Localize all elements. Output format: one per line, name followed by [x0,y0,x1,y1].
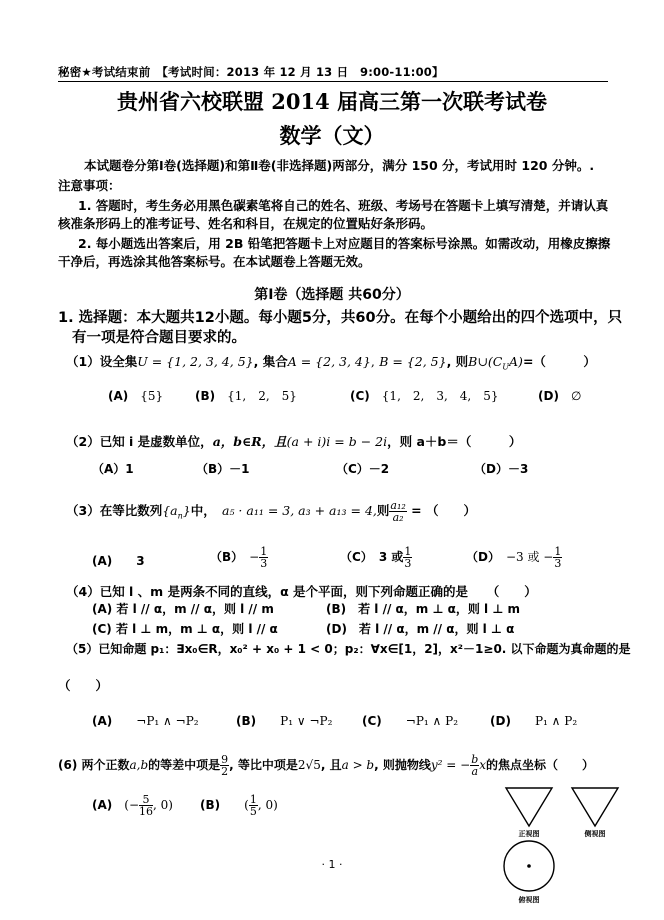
q3-text-1: （3）在等比数列 [66,503,163,518]
question-3 [66,500,476,523]
q1-comma: , [370,354,375,369]
q5-option-a [92,712,199,729]
q6-option-a [92,794,173,817]
q3-option-d-pre: −3 或 − [505,550,554,564]
q1-set-b: B = {2, 5} [379,354,447,369]
q3-frac-den: a₂ [392,511,404,524]
q5-option-b [236,712,332,729]
exam-header: 秘密★考试结束前 【考试时间：2013 年 12 月 13 日 9:00-11:00】 [58,65,444,79]
q1-prefix: （1）设全集 [66,354,138,369]
q2-option-a: （A）1 [92,462,134,476]
q5-option-c [362,712,458,729]
q2-option-d: （D）－3 [474,462,529,476]
q5-option-d-value: P₁ ∧ P₂ [534,714,578,728]
intro-text: 本试题卷分第Ⅰ卷(选择题)和第Ⅱ卷(非选择题)两部分，满分 150 分，考试用时 120 分钟。. [84,158,595,173]
q6-option-a-pre: (− [124,798,140,812]
q6-option-b-fraction [249,794,258,817]
q1-option-a-value: {5} [140,389,164,403]
q6-option-b-post: , 0) [257,798,278,812]
q1-option-b-value: {1, 2, 5} [227,389,297,403]
q4-option-b: (B) 若 l // α，m ⊥ α，则 l ⊥ m [326,602,520,616]
q3-option-d-fraction [553,546,562,569]
question-5: （5）已知命题 p₁：∃x₀∈R，x₀² + x₀ + 1 < 0；p₂：∀x∈[1，2]，x²－1≥0. 以下命题为真命题的是 [66,642,631,656]
q1-option-d [538,387,581,404]
page-number: · 1 · [321,858,343,871]
q6-text-1: (6) 两个正数 [58,758,130,772]
q6-option-b-den: 5 [249,805,257,818]
q6-mean-den: 2 [221,765,229,778]
q6-parabola-x: x [479,758,487,772]
q3-suffix: = （ ） [411,503,476,518]
q6-option-a-den: 16 [139,805,154,818]
q1-option-c-label: (C) [350,389,370,403]
q6-text-6: 的焦点坐标（ ） [486,758,595,772]
q6-option-b-label: (B) [200,798,221,812]
q3-option-d [466,546,562,569]
q2-text-2: ，则 a＋b＝（ ） [387,434,522,449]
q3-seq-end: } [182,503,191,518]
q6-parabola-den: a [471,765,478,778]
q1-option-c-value: {1, 2, 3, 4, 5} [381,389,499,403]
q3-frac-num: a₁₂ [390,499,406,512]
q6-text-3: , 等比中项是 [229,758,298,772]
q3-option-c-fraction [403,546,412,569]
q1-option-d-value: ∅ [570,389,582,403]
question-1 [66,352,596,372]
q6-parabola: y² = − [430,758,471,772]
q1-expr-2: A) [509,354,523,369]
q5-option-d [490,712,577,729]
notes-heading: 注意事项： [58,178,121,193]
side-view-label: 侧视图 [584,830,606,838]
q5-option-b-label: (B) [236,714,257,728]
q3-text-2: 中， [190,503,210,518]
q3-option-c [340,546,412,569]
q3-option-c-pre: 3 或 [378,550,404,564]
q1-expr-sub: U [502,362,510,372]
q1-option-a [108,387,163,404]
q6-text-5: , 则抛物线 [374,758,431,772]
q1-expr: B∪(C [468,354,503,369]
q3-option-a-value: 3 [136,554,145,568]
q1-option-d-label: (D) [538,389,559,403]
q6-text-2: 的等差中项是 [148,758,221,772]
q3-option-d-den: 3 [554,557,562,570]
q3-then: 则 [376,503,390,518]
part1-line-2: 有一项是符合题目要求的。 [72,330,246,346]
q2-equation: (a + i)i = b − 2i [286,434,388,449]
q1-suffix: =（ ） [522,354,596,369]
front-view-label: 正视图 [518,830,540,838]
question-6 [58,754,594,777]
q3-option-a [92,552,145,569]
q2-option-c: （C）－2 [336,462,390,476]
q3-option-a-label: (A) [92,554,113,568]
q6-option-a-fraction [139,794,153,817]
q6-parabola-fraction [470,754,479,777]
q6-option-b [200,794,278,817]
q3-option-c-label: （C） [340,550,367,564]
q3-option-c-den: 3 [404,557,412,570]
q5-option-d-label: (D) [490,714,511,728]
q2-text-1: （2）已知 i 是虚数单位， [66,434,213,449]
exam-subtitle: 数学（文） [279,123,385,148]
q1-option-c [350,387,499,404]
q3-fraction [389,500,406,523]
q3-option-b-sign: − [249,550,260,564]
note-2-line-2: 干净后，再选涂其他答案标号。在本试题卷上答题无效。 [58,254,371,269]
q4-option-a: (A) 若 l // α，m // α，则 l // m [92,602,274,616]
q3-option-d-num: 1 [554,545,562,558]
question-4: （4）已知 l 、m 是两条不同的直线，α 是个平面，则下列命题正确的是 （ ） [66,584,537,599]
part1-line-1: 1. 选择题：本大题共12小题。每小题5分，共60分。在每个小题给出的四个选项中，只 [58,310,623,326]
q3-option-b-den: 3 [260,557,268,570]
q6-option-b-num: 1 [249,793,257,806]
q5-option-a-label: (A) [92,714,113,728]
q5-option-a-value: ¬P₁ ∧ ¬P₂ [136,714,199,728]
note-2-line-1: 2. 每小题选出答案后，用 2B 铅笔把答题卡上对应题目的答案标号涂黑。如需改动，用橡皮擦擦 [78,236,611,251]
exam-title: 贵州省六校联盟 2014 届高三第一次联考试卷 [116,89,548,114]
front-view-triangle [506,788,552,826]
q6-sqrt: 2√5 [297,758,321,772]
note-1-line-1: 1. 答题时，考生务必用黑色碳素笔将自己的姓名、班级、考场号在答题卡上填写清楚，并请认真 [78,198,609,213]
q6-option-a-post: , 0) [153,798,173,812]
q2-option-b: （B）－1 [196,462,250,476]
q1-mid-2: , 则 [446,354,469,369]
section-title: 第Ⅰ卷（选择题 共60分） [254,287,410,303]
q3-seq-sub: n [177,511,183,521]
q6-option-a-num: 5 [139,794,153,806]
q6-text-4: , 且 [320,758,342,772]
q1-option-a-label: (A) [108,389,129,403]
side-view-triangle [572,788,618,826]
q4-option-c: (C) 若 l ⊥ m，m ⊥ α，则 l // α [92,622,278,636]
q3-option-c-num: 1 [404,545,412,558]
q6-condition: a > b [341,758,375,772]
top-view-label: 俯视图 [518,896,540,904]
q1-set-a: A = {2, 3, 4} [287,354,371,369]
note-1-line-2: 核准条形码上的准考证号、姓名和科目，在规定的位置贴好条形码。 [58,216,434,231]
q6-mean-fraction [220,754,229,777]
q6-parabola-num: b [471,753,479,766]
q6-option-a-label: (A) [92,798,113,812]
q5-answer-paren: （ ） [58,678,109,693]
q1-option-b [195,387,297,404]
q3-option-b-label: （B） [210,550,238,564]
q1-mid-1: , 集合 [253,354,288,369]
q5-option-b-value: P₁ ∨ ¬P₂ [280,714,333,728]
q1-set-u: U = {1, 2, 3, 4, 5} [137,354,254,369]
q1-option-b-label: (B) [195,389,216,403]
q2-vars: a，b∈R，且 [212,434,287,449]
q3-option-b-num: 1 [260,545,268,558]
q3-equation: a₅ · a₁₁ = 3, a₃ + a₁₃ = 4, [222,503,377,518]
q6-ab: a,b [129,758,149,772]
three-view-figure [492,780,662,920]
q4-option-d: (D) 若 l // α，m // α，则 l ⊥ α [326,622,515,636]
q5-option-c-label: (C) [362,714,382,728]
q3-seq: {a [162,503,178,518]
question-2 [66,432,521,450]
q3-option-b [210,546,268,569]
q3-option-b-fraction [259,546,268,569]
q6-option-b-pre: ( [244,798,249,812]
header-rule [58,81,608,82]
q3-option-d-label: （D） [466,550,494,564]
q6-mean-num: 9 [221,753,229,766]
q5-option-c-value: ¬P₁ ∧ P₂ [405,714,459,728]
